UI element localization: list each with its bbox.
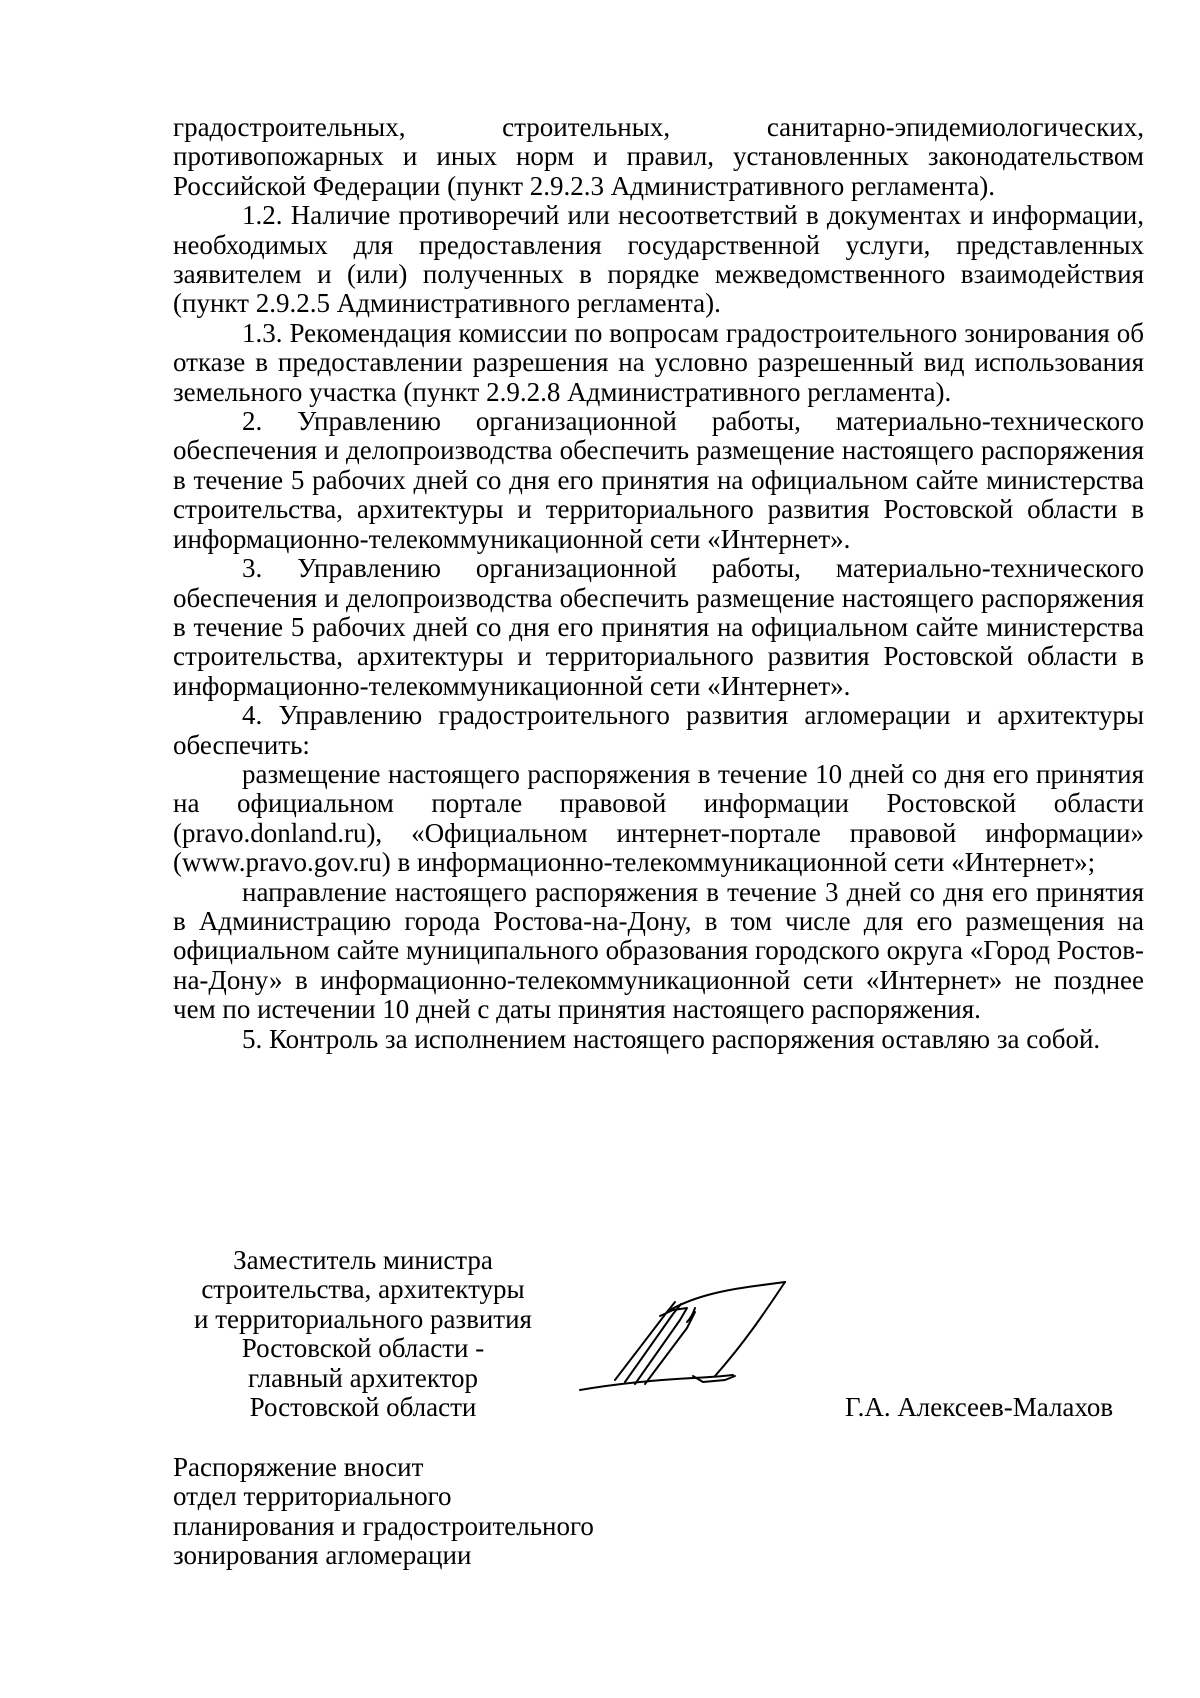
- note-line: Распоряжение вносит: [173, 1452, 424, 1482]
- submitted-by-note: [173, 1453, 673, 1571]
- note-line: зонирования агломерации: [173, 1540, 472, 1571]
- handwritten-signature: [575, 1272, 795, 1402]
- signatory-title-line: Заместитель министра: [233, 1245, 493, 1275]
- paragraph-continuation: градостроительных, строительных, санитарно-эпидемиологических, противопожарных и иных норм и правил, установленных законодательством Российской Федерации (пункт 2.9.2.3 Административного регламента).: [173, 112, 1144, 201]
- signatory-title-line: Ростовской области -: [241, 1333, 485, 1364]
- signatory-title-line: и территориального развития: [194, 1303, 532, 1334]
- paragraph-4-publication: размещение настоящего распоряжения в течение 10 дней со дня его принятия на официальном портале правовой информации Ростовской области (pravo.donland.ru), «Официальном интернет-портале правовой информации» (www.pravo.gov.ru) в информационно-телекоммуникационной сети «Интернет»;: [173, 758, 1144, 878]
- note-line: отдел территориального: [173, 1481, 452, 1512]
- paragraph-1-3: 1.3. Рекомендация комиссии по вопросам градостроительного зонирования об отказе в предоставлении разрешения на условно разрешенный вид использования земельного участка (пункт 2.9.2.8 Административного регламента).: [173, 317, 1144, 407]
- paragraph-4: 4. Управлению градостроительного развития агломерации и архитектуры обеспечить:: [173, 700, 1144, 760]
- signatory-title: [173, 1246, 553, 1422]
- signatory-title-line: Ростовской области: [249, 1392, 477, 1423]
- note-line: планирования и градостроительного: [173, 1510, 594, 1541]
- paragraph-2: 2. Управлению организационной работы, материально-технического обеспечения и делопроизводства обеспечить размещение настоящего распоряжения в течение 5 рабочих дней со дня его принятия на официальном сайте министерства строительства, архитектуры и территориального развития Ростовской области в информационно-телекоммуникационной сети «Интернет».: [173, 406, 1144, 554]
- signatory-title-line: строительства, архитектуры: [201, 1274, 525, 1305]
- paragraph-4-administration: направление настоящего распоряжения в течение 3 дней со дня его принятия в Администрацию города Ростова-на-Дону, в том числе для его размещения на официальном сайте муниципального образования городского округа «Город Ростов-на-Дону» в информационно-телекоммуникационной сети «Интернет» не позднее чем по истечении 10 дней с даты принятия настоящего распоряжения.: [173, 876, 1144, 1025]
- paragraph-3: 3. Управлению организационной работы, материально-технического обеспечения и делопроизводства обеспечить размещение настоящего распоряжения в течение 5 рабочих дней со дня его принятия на официальном сайте министерства строительства, архитектуры и территориального развития Ростовской области в информационно-телекоммуникационной сети «Интернет».: [173, 553, 1144, 701]
- paragraph-5: 5. Контроль за исполнением настоящего распоряжения оставляю за собой.: [242, 1023, 1101, 1054]
- document-body: [173, 113, 1144, 1054]
- signatory-title-line: главный архитектор: [247, 1362, 479, 1393]
- signer-name: Г.А. Алексеев-Малахов: [845, 1392, 1114, 1422]
- paragraph-1-2: 1.2. Наличие противоречий или несоответствий в документах и информации, необходимых для предоставления государственной услуги, представленных заявителем и (или) полученных в порядке межведомственного взаимодействия (пункт 2.9.2.5 Административного регламента).: [173, 200, 1144, 319]
